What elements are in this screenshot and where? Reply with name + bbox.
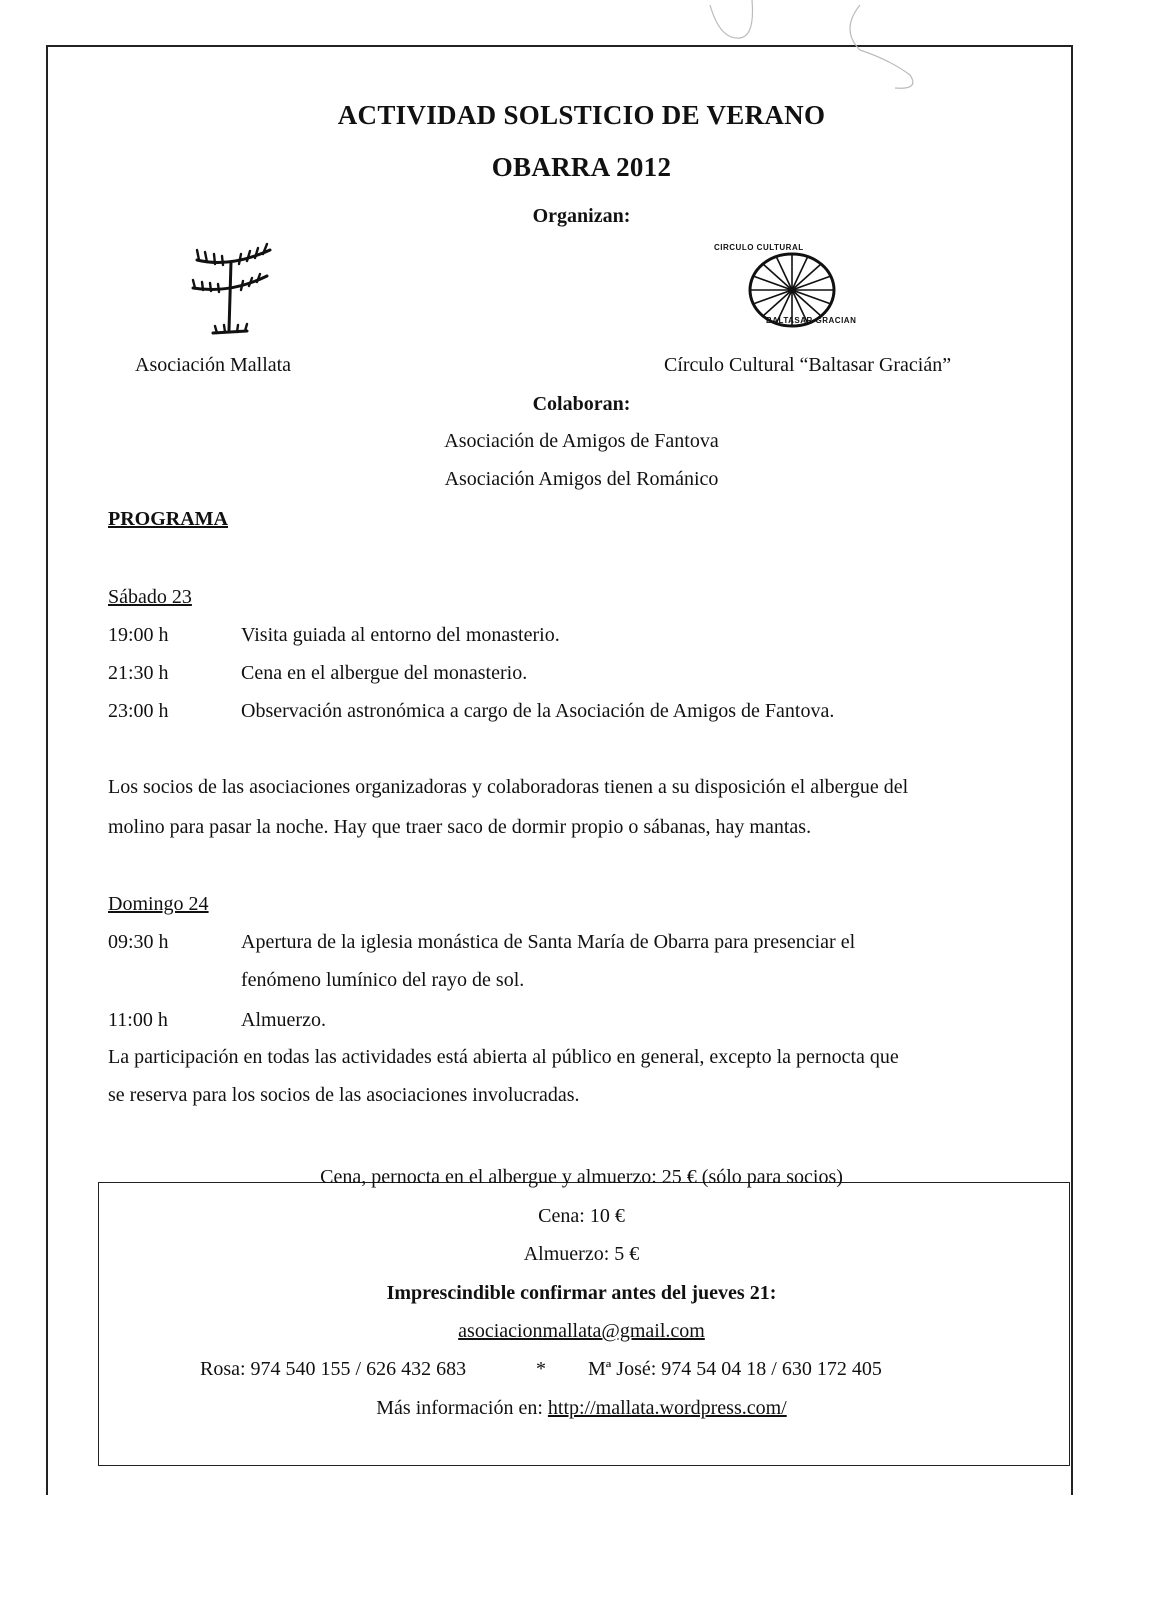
event-time: 19:00 h bbox=[108, 624, 169, 646]
wheel-icon bbox=[712, 240, 892, 340]
price-full-package: Cena, pernocta en el albergue y almuerzo: 25 € (sólo para socios) bbox=[320, 1166, 843, 1188]
email-link[interactable]: asociacionmallata@gmail.com bbox=[458, 1320, 705, 1342]
sunday-note-line1: La participación en todas las actividades está abierta al público en general, excepto la pernocta que bbox=[108, 1046, 899, 1068]
frame-right-line bbox=[1071, 45, 1073, 1495]
wheel-logo-text-bottom: BALTASAR GRACIAN bbox=[766, 316, 857, 325]
scan-scribble bbox=[700, 0, 960, 100]
event-desc-cont: fenómeno lumínico del rayo de sol. bbox=[241, 969, 525, 991]
email-row bbox=[0, 1320, 1163, 1343]
programa-heading: PROGRAMA bbox=[108, 508, 228, 530]
event-time: 23:00 h bbox=[108, 700, 169, 722]
sunday-label: Domingo 24 bbox=[108, 893, 209, 915]
event-time: 11:00 h bbox=[108, 1009, 168, 1031]
circulo-caption: Círculo Cultural “Baltasar Gracián” bbox=[664, 354, 952, 376]
confirm-notice: Imprescindible confirmar antes del jueves 21: bbox=[386, 1282, 777, 1304]
phone-jose: Mª José: 974 54 04 18 / 630 172 405 bbox=[588, 1358, 882, 1380]
price-dinner: Cena: 10 € bbox=[538, 1205, 625, 1227]
phone-separator: * bbox=[536, 1358, 546, 1380]
event-desc: Observación astronómica a cargo de la Asociación de Amigos de Fantova. bbox=[241, 700, 835, 722]
wheel-logo-text-top: CIRCULO CULTURAL bbox=[714, 243, 804, 252]
event-desc: Cena en el albergue del monasterio. bbox=[241, 662, 528, 684]
event-time: 09:30 h bbox=[108, 931, 169, 953]
more-info-label: Más información en: bbox=[376, 1397, 548, 1419]
more-info-row bbox=[0, 1397, 1163, 1420]
collaborator-romanico: Asociación Amigos del Románico bbox=[444, 468, 719, 490]
event-desc: Visita guiada al entorno del monasterio. bbox=[241, 624, 560, 646]
event-time: 21:30 h bbox=[108, 662, 169, 684]
event-desc: Almuerzo. bbox=[241, 1009, 326, 1031]
mallata-caption: Asociación Mallata bbox=[135, 354, 292, 376]
page-subtitle: OBARRA 2012 bbox=[491, 152, 672, 182]
saturday-note-line1: Los socios de las asociaciones organizadoras y colaboradoras tienen a su disposición el albergue del bbox=[108, 776, 909, 798]
phone-rosa: Rosa: 974 540 155 / 626 432 683 bbox=[200, 1358, 467, 1380]
collaborator-fantova: Asociación de Amigos de Fantova bbox=[444, 430, 719, 452]
frame-left-line bbox=[46, 45, 48, 1495]
tree-glyph-icon bbox=[185, 238, 285, 342]
event-desc: Apertura de la iglesia monástica de Santa María de Obarra para presenciar el bbox=[241, 931, 856, 953]
colaboran-label: Colaboran: bbox=[532, 393, 631, 415]
website-link[interactable]: http://mallata.wordpress.com/ bbox=[547, 1397, 787, 1419]
saturday-label: Sábado 23 bbox=[108, 586, 192, 608]
saturday-note-line2: molino para pasar la noche. Hay que traer saco de dormir propio o sábanas, hay mantas. bbox=[108, 816, 812, 838]
price-lunch: Almuerzo: 5 € bbox=[523, 1243, 640, 1265]
organizan-label: Organizan: bbox=[532, 205, 631, 227]
sunday-note-line2: se reserva para los socios de las asociaciones involucradas. bbox=[108, 1084, 580, 1106]
page-title: ACTIVIDAD SOLSTICIO DE VERANO bbox=[337, 100, 826, 130]
